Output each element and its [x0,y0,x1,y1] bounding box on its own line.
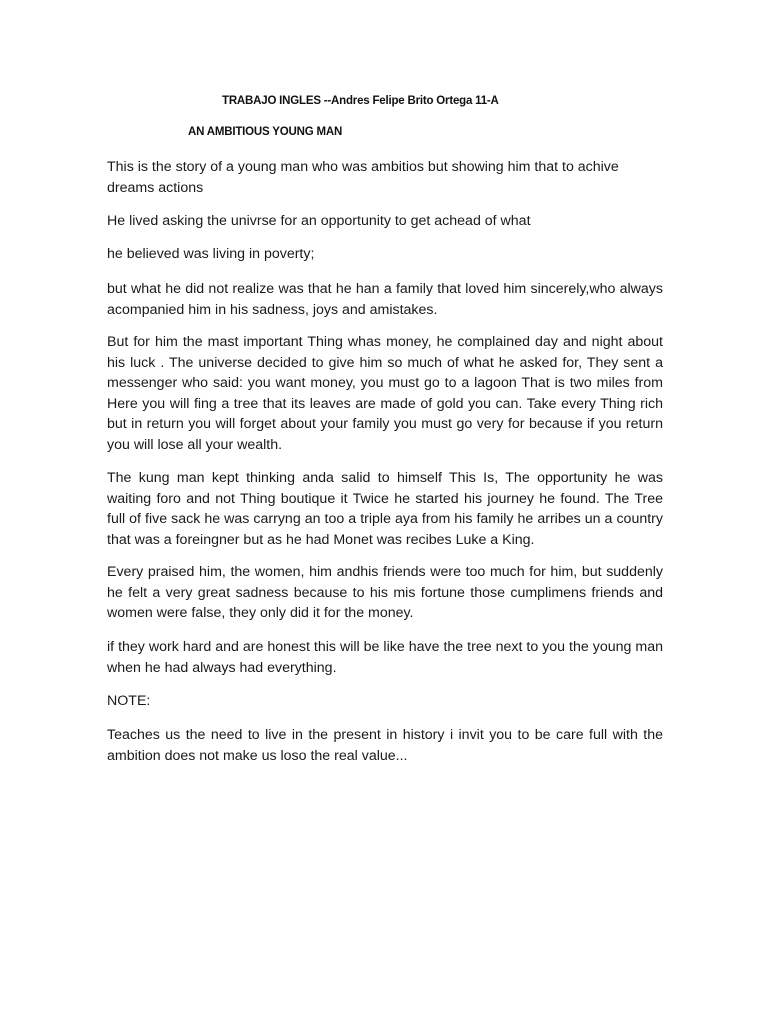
paragraph-family: but what he did not realize was that he han a family that loved him sincerely,who always acompanied him in his sadness, joys and amistakes. [107,281,663,318]
paragraph-money: But for him the mast important Thing whas money, he complained day and night about his luck . The universe decided to give him so much of what he asked for, They sent a messenger who said: you want money, you must go to a lagoon That is two miles from Here you will fing a tree that its leaves are made of gold you can. Take every Thing rich but in return you will forget about your family you must go very for because if you return you will lose all your wealth. [107,334,663,453]
paragraph-journey: The kung man kept thinking anda salid to himself This Is, The opportunity he was waiting foro and not Thing boutique it Twice he started his journey he found. The Tree full of five sack he was carryng an too a triple aya from his family he arribes un a country that was a foreingner but as he had Monet was recibes Luke a King. [107,470,663,548]
paragraph-univrse: He lived asking the univrse for an opportunity to get achead of what [107,213,531,229]
paragraph-honest: if they work hard and are honest this will be like have the tree next to you the young man when he had always had everything. [107,639,663,676]
document-header: TRABAJO INGLES --Andres Felipe Brito Ortega 11-A [222,95,499,107]
note-label: NOTE: [107,693,151,709]
paragraph-lesson: Teaches us the need to live in the present in history i invit you to be care full with the ambition does not make us loso the real value... [107,727,663,764]
paragraph-poverty: he believed was living in poverty; [107,246,315,262]
paragraph-sadness: Every praised him, the women, him andhis friends were too much for him, but suddenly he felt a very great sadness because to his mis fortune those cumplimens friends and women were false, they only did it for the money. [107,564,663,622]
paragraph-intro: This is the story of a young man who was ambitios but showing him that to achive dreams actions [107,159,619,196]
story-title: AN AMBITIOUS YOUNG MAN [188,126,343,138]
